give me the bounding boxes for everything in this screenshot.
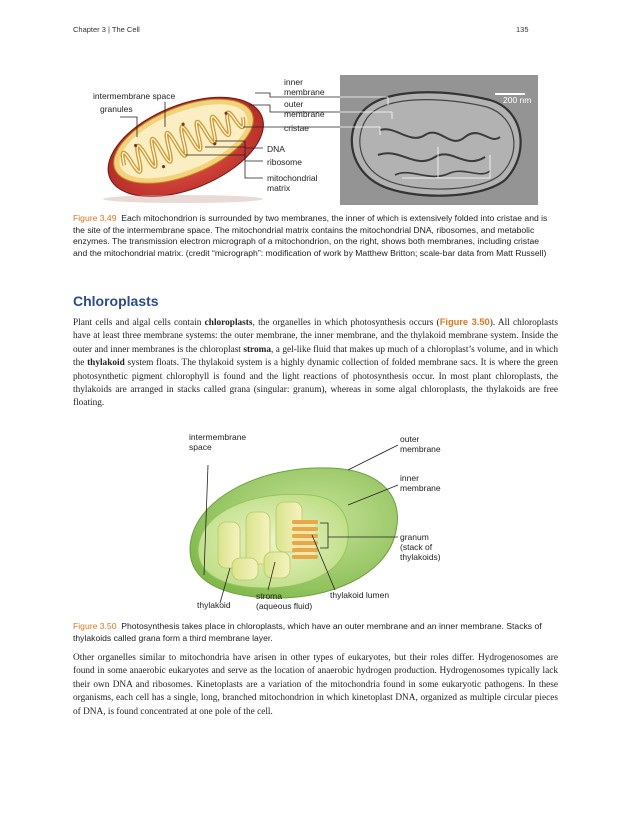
- running-header: Chapter 3 | The Cell: [73, 25, 140, 34]
- chloroplast-illustration: [180, 440, 410, 605]
- figure-3-50-text: Photosynthesis takes place in chloroplasts, which have an outer membrane and an inner membrane. Stacks of thylakoids called grana form a third membrane layer.: [73, 621, 542, 643]
- p1-term-thylakoid: thylakoid: [87, 358, 125, 369]
- p1-term-stroma: stroma: [243, 344, 272, 355]
- label-ribosome: ribosome: [267, 157, 302, 167]
- p1-term-chloroplasts: chloroplasts: [204, 318, 253, 328]
- p1-text-3: ). All chloroplasts have at least three membrane systems: the outer membrane, the inner membrane, and the thylakoid membrane system. Inside the outer and inner membranes is the chloroplast: [73, 318, 558, 355]
- label-cristae: cristae: [284, 123, 310, 133]
- p1-text-1: Plant cells and algal cells contain: [73, 318, 205, 328]
- paragraph-chloroplasts: [73, 316, 558, 411]
- label-thylakoid: thylakoid: [197, 600, 231, 610]
- scale-bar-label: 200 nm: [503, 95, 532, 105]
- figure-3-50-caption: [73, 621, 553, 644]
- label-chl-outer-membrane: outer membrane: [400, 434, 441, 454]
- p1-text-2: , the organelles in which photosynthesis occurs (: [252, 318, 440, 328]
- label-outer-membrane: outer membrane: [284, 99, 325, 119]
- label-dna: DNA: [267, 144, 285, 154]
- label-granules: granules: [100, 104, 133, 114]
- figure-3-49-text: Each mitochondrion is surrounded by two membranes, the inner of which is extensively folded into cristae and is the site of the intermembrane space. The mitochondrial matrix contains the mitochondrial DNA, ribosomes, and metabolic enzymes. The transmission electron micrograph of a mitochondrion, on the right, shows both membranes, including cristae and the mitochondrial matrix. (credit “micrograph”: modification of work by Matthew Britton; scale-bar data from Matt Russell): [73, 213, 548, 258]
- label-intermembrane-space: intermembrane space: [93, 91, 176, 101]
- label-chl-intermembrane-space: intermembrane space: [189, 432, 247, 452]
- paragraph-other-organelles: Other organelles similar to mitochondria have arisen in other types of eukaryotes, but their roles differ. Hydrogenosomes are found in some anaerobic eukaryotes and serve as the location of anaerobic hydrogen production. Hydrogenosomes typically lack their own DNA and ribosomes. Kinetoplasts are a variation of the mitochondria found in some eukaryotic pathogens. In these organisms, each cell has a single, long, branched mitochondrion in which kinetoplast DNA, organized as multiple circular pieces of DNA, is found concentrated at one pole of the cell.: [73, 653, 558, 717]
- label-mitochondrial-matrix: mitochondrial matrix: [267, 173, 318, 193]
- label-thylakoid-lumen: thylakoid lumen: [330, 590, 390, 600]
- label-stroma: stroma (aqueous fluid): [256, 591, 313, 611]
- figure-3-50-number: Figure 3.50: [73, 621, 117, 631]
- label-granum: granum (stack of thylakoids): [400, 532, 441, 562]
- page-number: 135: [516, 25, 529, 34]
- figure-3-49-caption: [73, 213, 553, 259]
- figure-3-50-link[interactable]: Figure 3.50: [439, 317, 490, 327]
- label-inner-membrane: inner membrane: [284, 77, 325, 97]
- p1-text-4: , a gel-like fluid that makes up much of a chloroplast’s volume, and in which the: [73, 344, 558, 369]
- label-chl-inner-membrane: inner membrane: [400, 473, 441, 493]
- p1-text-5: system floats. The thylakoid system is a highly dynamic collection of folded membrane sacs. It is where the green photosynthetic pigment chlorophyll is found and the light reactions of photosynthesis occur. In most plant chloroplasts, the thylakoids are arranged in stacks called grana (singular: granum), whereas in some algal chloroplasts, the thylakoids are free floating.: [73, 358, 558, 409]
- section-title: Chloroplasts: [73, 293, 159, 309]
- figure-3-49-number: Figure 3.49: [73, 213, 117, 223]
